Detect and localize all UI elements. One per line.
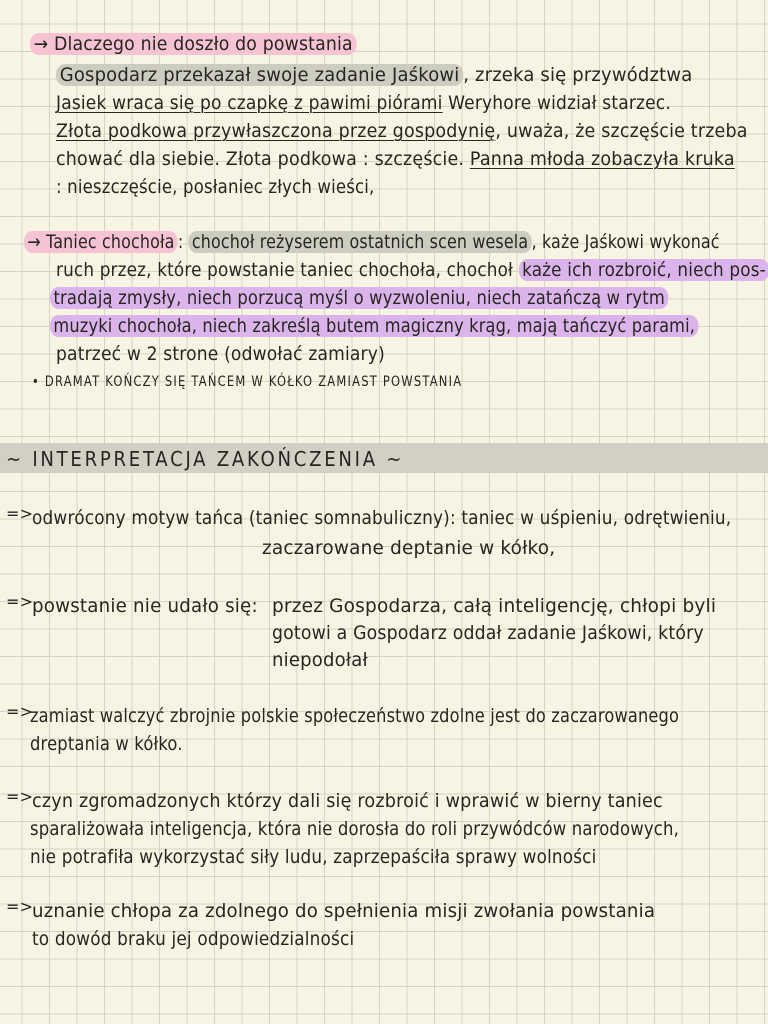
note-line: patrzeć w 2 strone (odwołać zamiary): [56, 343, 385, 365]
note-line: Złota podkowa przywłaszczona przez gospodynię, uważa, że szczęście trzeba: [56, 120, 748, 142]
point-line: gotowi a Gospodarz oddał zadanie Jaśkowi, który: [272, 622, 704, 644]
point-arrow: =>: [6, 787, 34, 806]
point-line: powstanie nie udało się:: [32, 595, 258, 617]
note-line: Jasiek wraca się po czapkę z pawimi piórami Weryhore widział starzec.: [56, 92, 671, 114]
point-line: przez Gospodarza, całą inteligencję, chłopi byli: [272, 595, 717, 617]
heading-why-no-uprising: → Dlaczego nie doszło do powstania: [30, 32, 356, 56]
point-line: dreptania w kółko.: [30, 733, 183, 755]
point-line: czyn zgromadzonych którzy dali się rozbroić i wprawić w bierny taniec: [32, 790, 663, 812]
note-line: ruch przez, które powstanie taniec chochoła, chochoł każe ich rozbroić, niech pos-: [56, 258, 768, 282]
point-line: zamiast walczyć zbrojnie polskie społeczeństwo zdolne jest do zaczarowanego: [30, 705, 680, 727]
arrow-right-icon: →: [33, 33, 49, 55]
point-line: uznanie chłopa za zdolnego do spełnienia misji zwołania powstania: [32, 900, 656, 922]
point-arrow: =>: [6, 702, 34, 721]
note-line: chować dla siebie. Złota podkowa : szczęście. Panna młoda zobaczyła kruka: [56, 148, 735, 170]
point-line: zaczarowane deptanie w kółko,: [262, 537, 556, 559]
note-line: → Taniec chochoła : chochoł reżyserem ostatnich scen wesela , każe Jaśkowi wykonać: [24, 230, 720, 254]
arrow-right-icon: →: [27, 231, 41, 253]
point-arrow: =>: [6, 592, 34, 611]
point-line: odwrócony motyw tańca (taniec somnabuliczny): taniec w uśpieniu, odrętwieniu,: [32, 507, 732, 529]
note-line: Gospodarz przekazał swoje zadanie Jaśkowi , zrzeka się przywództwa: [56, 63, 692, 87]
point-arrow: =>: [6, 504, 34, 523]
point-line: sparaliżowała inteligencja, która nie dorosła do roli przywódców narodowych,: [30, 818, 679, 840]
point-line: niepodołał: [272, 649, 368, 671]
heading-chocholl-dance: Taniec chochoła: [46, 231, 175, 253]
note-line: : nieszczęście, posłaniec złych wieści,: [56, 176, 375, 198]
point-arrow: =>: [6, 897, 34, 916]
summary-bullet: • DRAMAT KOŃCZY SIĘ TAŃCEM W KÓŁKO ZAMIAST POWSTANIA: [32, 374, 463, 390]
note-line: muzyki chochoła, niech zakreślą butem magiczny krąg, mają tańczyć parami,: [50, 314, 699, 338]
point-line: nie potrafiła wykorzystać siły ludu, zaprzepaściła sprawy wolności: [30, 846, 597, 868]
note-line: tradają zmysły, niech porzucą myśl o wyzwoleniu, niech zatańczą w rytm: [50, 286, 668, 310]
point-line: to dowód braku jej odpowiedzialności: [32, 928, 355, 950]
section-title: ~ INTERPRETACJA ZAKOŃCZENIA ~: [6, 447, 405, 471]
